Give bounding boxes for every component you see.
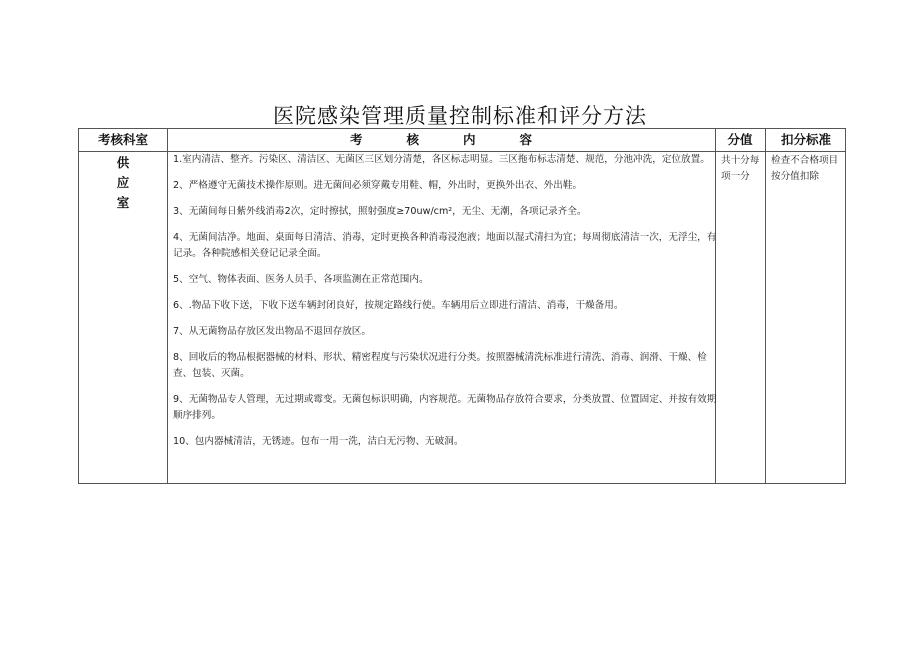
criterion-item: 4、无菌间洁净。地面、桌面每日清洁、消毒，定时更换各种消毒浸泡液；地面以湿式清扫为宜；每周彻底清洁一次，无浮尘，有记录。各种院感相关登记记录全面。 xyxy=(173,232,717,259)
header-score: 分值 xyxy=(727,132,753,147)
criterion-item: 10、包内器械清洁，无锈迹。包布一用一洗，洁白无污物、无破洞。 xyxy=(173,435,464,447)
criterion-item: 3、无菌间每日紫外线消毒2次，定时擦拭，照射强度≥70uw/cm²，无尘、无潮，各项记录齐全。 xyxy=(173,206,587,218)
content-cell xyxy=(173,152,717,460)
criterion-item: 7、从无菌物品存放区发出物品不退回存放区。 xyxy=(173,326,371,338)
criterion-item: 6、.物品下收下送，下收下送车辆封闭良好，按规定路线行使。车辆用后立即进行清洁、消毒，干燥备用。 xyxy=(173,300,624,312)
deduct-cell: 检查不合格项目按分值扣除 xyxy=(771,155,839,182)
criterion-item: 8、回收后的物品根据器械的材料、形状、精密程度与污染状况进行分类。按照器械清洗标准进行清洗、消毒、润滑、干燥、检查、包装、灭菌。 xyxy=(173,352,707,379)
criterion-item: 2、严格遵守无菌技术操作原则。进无菌间必须穿戴专用鞋、帽，外出时，更换外出衣、外出鞋。 xyxy=(173,180,583,192)
standards-table xyxy=(78,128,846,484)
department-char: 应 xyxy=(116,175,130,190)
header-deduct: 扣分标准 xyxy=(780,132,831,147)
column-divider xyxy=(765,129,766,483)
header-dept: 考核科室 xyxy=(97,132,148,147)
header-content: 考核内容 xyxy=(349,132,576,147)
department-char: 室 xyxy=(116,195,130,210)
criterion-item: 1.室内清洁、整齐。污染区、清洁区、无菌区三区划分清楚，各区标志明显。三区拖布标志清楚、规范，分池冲洗，定位放置。 xyxy=(173,154,710,165)
score-cell: 共十分每项一分 xyxy=(721,155,760,182)
column-divider xyxy=(167,129,168,483)
page-title: 医院感染管理质量控制标准和评分方法 xyxy=(273,104,647,128)
criterion-item: 5、空气、物体表面、医务人员手、各项监测在正常范围内。 xyxy=(173,273,429,285)
department-char: 供 xyxy=(116,155,130,170)
criterion-item: 9、无菌物品专人管理，无过期或霉变。无菌包标识明确，内容规范。无菌物品存放符合要求，分类放置、位置固定、并按有效期顺序排列。 xyxy=(173,393,717,421)
department-cell xyxy=(79,153,167,213)
